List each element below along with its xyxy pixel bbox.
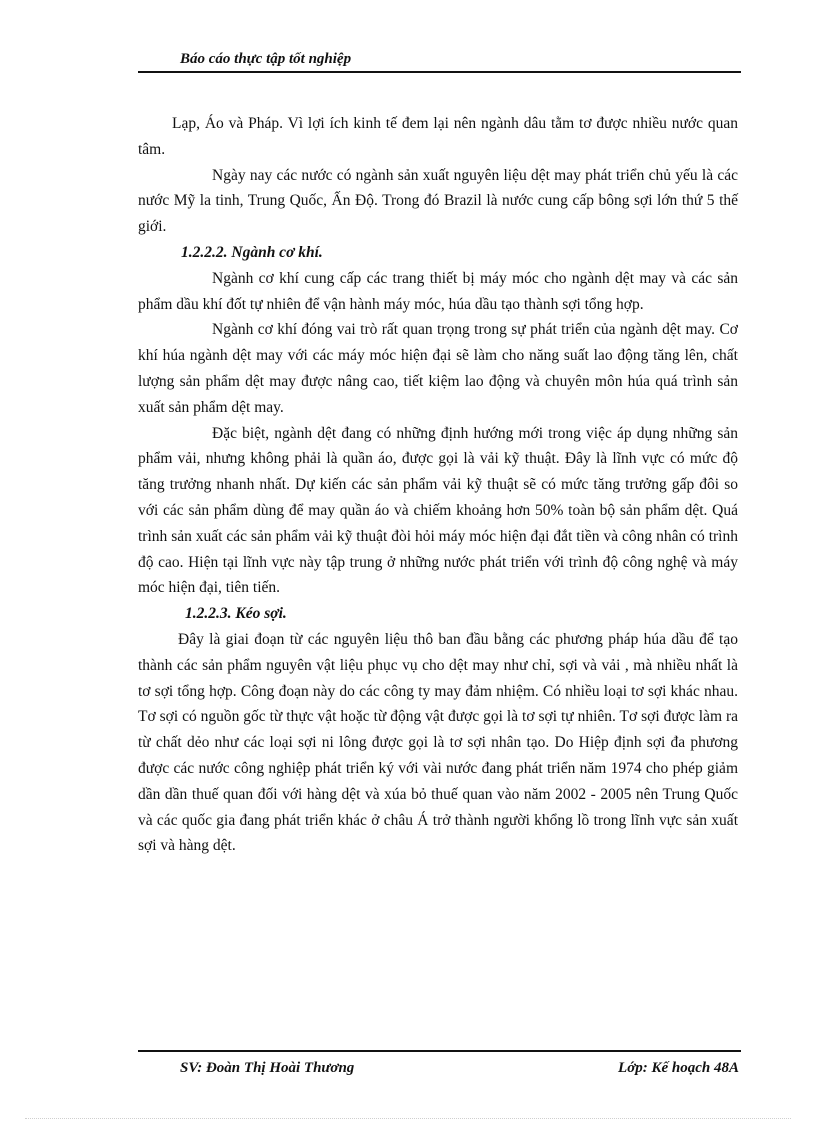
paragraph-spinning: Đây là giai đoạn từ các nguyên liệu thô ban đầu bằng các phương pháp húa dầu để tạo thành các sản phẩm nguyên vật liệu phục vụ cho dệt may như chỉ, sợi và vải , mà nhiều nhất là tơ sợi tổng hợp. Công đoạn này do các công ty may đảm nhiệm. Có nhiều loại tơ sợi khác nhau. Tơ sợi có nguồn gốc từ thực vật hoặc từ động vật được gọi là tơ sợi tự nhiên. Tơ sợi được làm ra từ chất dẻo như các loại sợi ni lông được gọi là tơ sợi nhân tạo. Do Hiệp định sợi đa phương được các nước công nghiệp phát triển ký với vài nước đang phát triển năm 1974 cho phép giảm dần dần thuế quan đối với hàng dệt và xúa bỏ thuế quan vào năm 2002 - 2005 nên Trung Quốc và các quốc gia đang phát triển khác ở châu Á trở thành người khổng lồ trong lĩnh vực sản xuất sợi và hàng dệt. bbox=[138, 630, 738, 855]
page-content bbox=[138, 111, 738, 859]
paragraph-textile-countries: Ngày nay các nước có ngành sản xuất nguyên liệu dệt may phát triển chủ yếu là các nước Mỹ la tinh, Trung Quốc, Ấn Độ. Trong đó Brazil là nước cung cấp bông sợi lớn thứ 5 thế giới. bbox=[138, 166, 738, 236]
paragraph-intro: Lạp, Áo và Pháp. Vì lợi ích kinh tế đem lại nên ngành dâu tằm tơ được nhiều nước quan tâm. bbox=[138, 115, 738, 158]
paragraph-mechanical-supply: Ngành cơ khí cung cấp các trang thiết bị máy móc cho ngành dệt may và các sản phẩm dầu khí đốt tự nhiên để vận hành máy móc, húa dầu tạo thành sợi tổng hợp. bbox=[138, 269, 738, 313]
footer-student-name: SV: Đoàn Thị Hoài Thương bbox=[180, 1060, 355, 1076]
header-title: Báo cáo thực tập tốt nghiệp bbox=[180, 51, 352, 67]
footer-rule bbox=[138, 1050, 741, 1052]
section-heading-spinning: 1.2.2.3. Kéo sợi. bbox=[185, 605, 287, 623]
page-edge-divider bbox=[25, 1118, 791, 1119]
page-header bbox=[138, 49, 741, 73]
paragraph-technical-textiles: Đặc biệt, ngành dệt đang có những định hướng mới trong việc áp dụng những sản phẩm vải, nhưng không phải là quần áo, được gọi là vải kỹ thuật. Đây là lĩnh vực có mức độ tăng trưởng nhanh nhất. Dự kiến các sản phẩm vải kỹ thuật sẽ có mức tăng trưởng gấp đôi so với các sản phẩm dùng để may quần áo và chiếm khoảng hơn 50% toàn bộ sản phẩm dệt. Quá trình sản xuất các sản phẩm vải kỹ thuật đòi hỏi máy móc hiện đại đắt tiền và công nhân có trình độ cao. Hiện tại lĩnh vực này tập trung ở những nước phát triển với trình độ công nghệ và máy móc hiện đại, tiên tiến. bbox=[138, 424, 738, 597]
page-footer bbox=[138, 1050, 741, 1078]
header-rule bbox=[138, 71, 741, 73]
footer-class-name: Lớp: Kế hoạch 48A bbox=[618, 1060, 739, 1076]
section-heading-mechanical: 1.2.2.2. Ngành cơ khí. bbox=[181, 243, 323, 261]
paragraph-mechanical-role: Ngành cơ khí đóng vai trò rất quan trọng trong sự phát triển của ngành dệt may. Cơ khí húa ngành dệt may với các máy móc hiện đại sẽ làm cho năng suất lao động tăng lên, chất lượng sản phẩm dệt may được nâng cao, tiết kiệm lao động và chuyên môn húa quá trình sản xuất sản phẩm dệt may. bbox=[138, 321, 738, 416]
footer-row bbox=[138, 1058, 741, 1078]
